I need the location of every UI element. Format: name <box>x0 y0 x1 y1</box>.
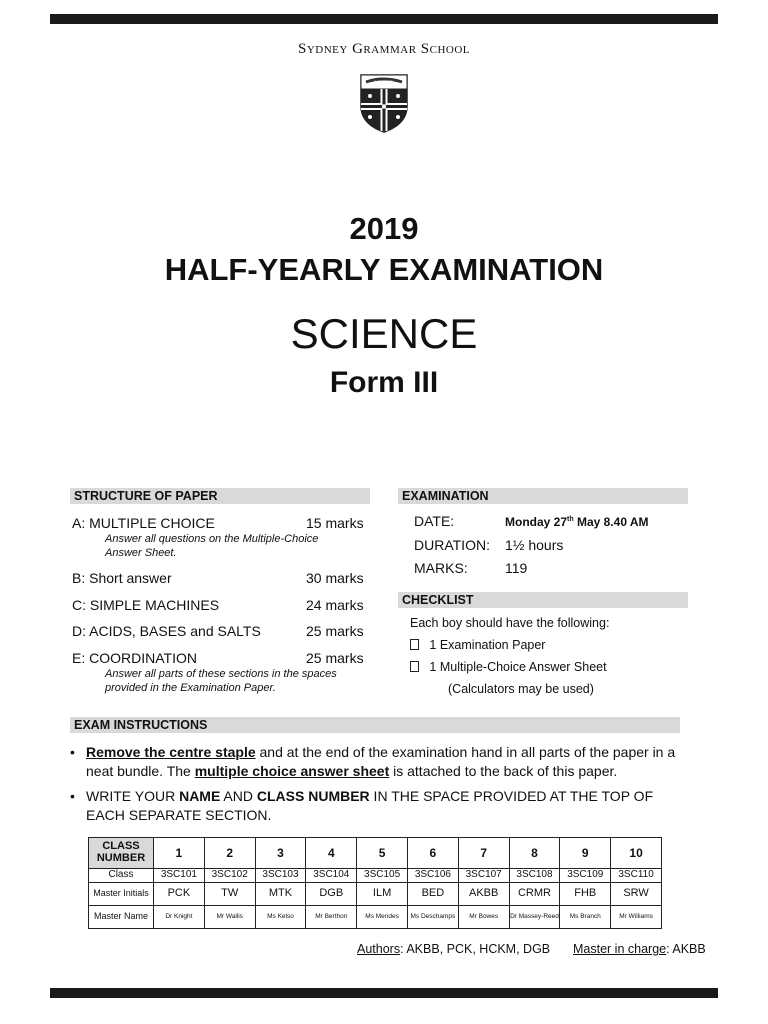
instructions-heading: EXAM INSTRUCTIONS <box>70 717 680 733</box>
checkbox-icon <box>410 639 419 650</box>
class-number-table <box>88 837 662 929</box>
authors-label: Authors <box>357 942 401 956</box>
section-d-name: D: ACIDS, BASES and SALTS <box>72 623 261 639</box>
section-b-marks: 30 marks <box>306 570 364 586</box>
instruction-emphasis: CLASS NUMBER <box>256 788 370 804</box>
table-cell: 3SC106 <box>407 869 458 883</box>
section-a-note-line2: Answer Sheet. <box>105 547 177 559</box>
section-b-name: B: Short answer <box>72 570 172 586</box>
authors-value: : AKBB, PCK, HCKM, DGB <box>400 942 551 956</box>
exam-subject: SCIENCE <box>290 310 478 357</box>
table-cell: 5 <box>357 838 408 869</box>
section-e-note-line1: Answer all parts of these sections in the spaces <box>105 668 337 680</box>
marks-label: MARKS: <box>414 560 468 576</box>
checklist-note: (Calculators may be used) <box>448 682 594 696</box>
table-cell: BED <box>407 883 458 906</box>
structure-heading: STRUCTURE OF PAPER <box>70 488 370 504</box>
duration-value: 1½ hours <box>505 537 564 553</box>
table-cell: 9 <box>560 838 611 869</box>
class-row-label: Class <box>89 869 154 883</box>
checklist-heading: CHECKLIST <box>398 592 688 608</box>
section-e-name: E: COORDINATION <box>72 650 197 666</box>
table-cell: CRMR <box>509 883 560 906</box>
table-cell: 3SC109 <box>560 869 611 883</box>
instruction-item <box>70 787 690 825</box>
table-cell: 8 <box>509 838 560 869</box>
section-e-marks: 25 marks <box>306 650 364 666</box>
table-cell: Ms Kelso <box>255 906 306 929</box>
table-row <box>89 838 662 869</box>
table-cell: 3SC107 <box>458 869 509 883</box>
exam-title: HALF-YEARLY EXAMINATION <box>164 252 604 287</box>
master-in-charge-line <box>573 942 706 956</box>
instruction-emphasis: NAME <box>179 788 221 804</box>
instruction-fragment: WRITE YOUR <box>86 788 180 804</box>
table-cell: Ms Deschamps <box>407 906 458 929</box>
table-cell: 10 <box>611 838 662 869</box>
checklist-item <box>410 638 545 652</box>
table-cell: Mr Wallis <box>204 906 255 929</box>
table-cell: 2 <box>204 838 255 869</box>
bottom-rule <box>50 988 718 998</box>
table-cell: Dr Massey-Reed <box>509 906 560 929</box>
instruction-fragment: is attached to the back of this paper. <box>389 763 618 779</box>
instruction-fragment: IN THE SPACE PROVIDED AT THE TOP OF EACH SEPARATE SECTION. <box>86 788 654 823</box>
checklist-item-label: 1 Examination Paper <box>429 638 546 652</box>
date-suffix: th <box>567 516 574 523</box>
marks-value: 119 <box>505 560 528 576</box>
table-cell: AKBB <box>458 883 509 906</box>
table-cell: FHB <box>560 883 611 906</box>
instruction-fragment: AND <box>220 788 257 804</box>
table-cell: Mr Bowes <box>458 906 509 929</box>
section-a-note-line1: Answer all questions on the Multiple-Choice <box>105 533 319 545</box>
table-cell: 3SC101 <box>154 869 205 883</box>
crest-motto: LAUDATE <box>374 79 394 85</box>
section-e-note <box>105 667 337 695</box>
table-cell: Dr Knight <box>154 906 205 929</box>
table-cell: PCK <box>154 883 205 906</box>
table-cell: DGB <box>306 883 357 906</box>
section-a-note <box>105 532 318 560</box>
instruction-emphasis: Remove the centre staple <box>86 744 256 760</box>
table-row <box>89 883 662 906</box>
section-c-name: C: SIMPLE MACHINES <box>72 597 220 613</box>
table-cell: 6 <box>407 838 458 869</box>
duration-label: DURATION: <box>414 537 490 553</box>
table-row <box>89 869 662 883</box>
table-cell: 1 <box>154 838 205 869</box>
bullet-icon: • <box>70 744 75 760</box>
examination-heading: EXAMINATION <box>398 488 688 504</box>
date-day: Monday 27 <box>505 515 568 529</box>
date-value <box>505 515 649 529</box>
school-crest-icon <box>358 72 410 134</box>
table-cell: 3SC104 <box>306 869 357 883</box>
class-number-header: CLASS NUMBER <box>89 838 154 869</box>
table-cell: Ms Branch <box>560 906 611 929</box>
instruction-text <box>86 743 690 781</box>
master-value: : AKBB <box>666 942 706 956</box>
instruction-text <box>86 787 690 825</box>
exam-year: 2019 <box>349 211 419 246</box>
top-rule <box>50 14 718 24</box>
table-row <box>89 906 662 929</box>
section-e-note-line2: provided in the Examination Paper. <box>105 682 276 694</box>
table-cell: 3SC102 <box>204 869 255 883</box>
section-c-marks: 24 marks <box>306 597 364 613</box>
table-cell: Ms Mendes <box>357 906 408 929</box>
section-d-marks: 25 marks <box>306 623 364 639</box>
table-cell: 3 <box>255 838 306 869</box>
authors-line <box>357 942 550 956</box>
table-cell: 4 <box>306 838 357 869</box>
table-cell: MTK <box>255 883 306 906</box>
instruction-item <box>70 743 690 781</box>
instruction-emphasis: multiple choice answer sheet <box>194 763 390 779</box>
table-cell: 3SC105 <box>357 869 408 883</box>
initials-row-label: Master Initials <box>89 883 154 906</box>
table-cell: ILM <box>357 883 408 906</box>
checklist-item-label: 1 Multiple-Choice Answer Sheet <box>429 660 607 674</box>
checkbox-icon <box>410 661 419 672</box>
instruction-fragment: and at the end of the examination hand in all parts of the paper in a neat bundle. The <box>86 744 676 779</box>
table-cell: 3SC103 <box>255 869 306 883</box>
date-time: May 8.40 AM <box>573 515 649 529</box>
table-cell: Mr Williams <box>611 906 662 929</box>
school-name: Sydney Grammar School <box>297 41 471 57</box>
table-cell: TW <box>204 883 255 906</box>
master-label: Master in charge <box>573 942 667 956</box>
checklist-intro: Each boy should have the following: <box>410 616 610 630</box>
section-a-marks: 15 marks <box>306 515 364 531</box>
date-label: DATE: <box>414 513 455 529</box>
section-a-name: A: MULTIPLE CHOICE <box>72 515 215 531</box>
exam-form: Form III <box>329 366 439 399</box>
table-cell: SRW <box>611 883 662 906</box>
table-cell: Mr Berthon <box>306 906 357 929</box>
table-cell: 3SC110 <box>611 869 662 883</box>
name-row-label: Master Name <box>89 906 154 929</box>
table-cell: 7 <box>458 838 509 869</box>
bullet-icon: • <box>70 788 75 804</box>
checklist-item <box>410 660 607 674</box>
table-cell: 3SC108 <box>509 869 560 883</box>
